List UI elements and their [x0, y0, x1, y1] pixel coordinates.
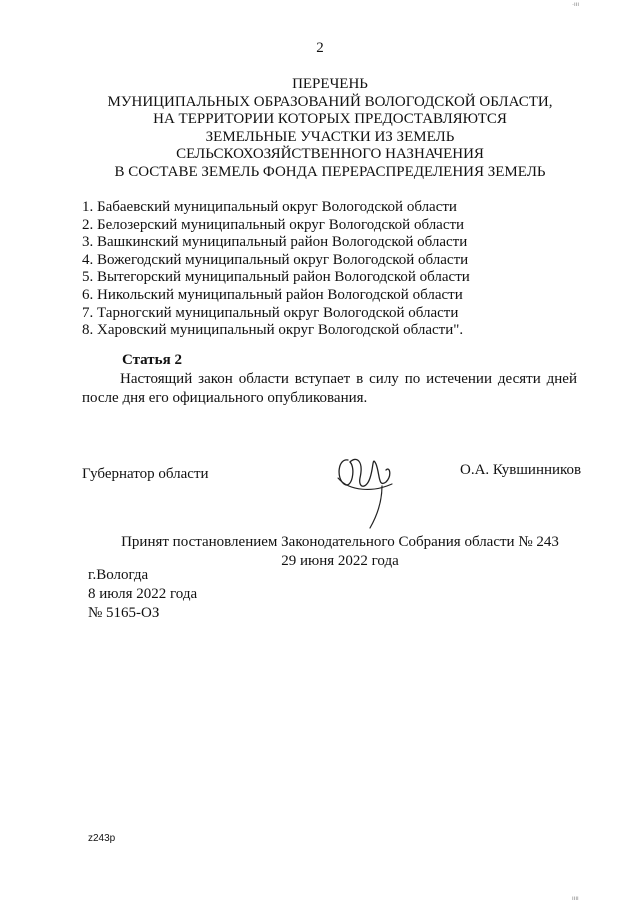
list-item: 5. Вытегорский муниципальный район Вологодской области: [82, 269, 470, 286]
document-code: z243р: [88, 833, 116, 844]
list-item: 3. Вашкинский муниципальный район Вологодской области: [82, 234, 468, 251]
adoption-date: 29 июня 2022 года: [281, 553, 399, 569]
law-number: № 5165-ОЗ: [88, 605, 160, 621]
title-line: В СОСТАВЕ ЗЕМЕЛЬ ФОНДА ПЕРЕРАСПРЕДЕЛЕНИЯ ЗЕМЕЛЬ: [114, 163, 546, 180]
margin-mark: ıııı: [572, 896, 579, 902]
municipality-list: [82, 199, 470, 340]
city: г.Вологда: [88, 567, 149, 583]
list-item: 4. Вожегодский муниципальный округ Вологодской области: [82, 251, 469, 268]
article-text: Настоящий закон области вступает в силу по истечении десяти дней после дня его официального опубликования.: [82, 371, 577, 406]
title-line: МУНИЦИПАЛЬНЫХ ОБРАЗОВАНИЙ ВОЛОГОДСКОЙ ОБЛАСТИ,: [107, 93, 553, 110]
list-item: 7. Тарногский муниципальный округ Вологодской области: [82, 304, 459, 321]
document-title: [70, 76, 590, 181]
place-date-block: [88, 566, 197, 623]
law-date: 8 июля 2022 года: [88, 586, 198, 602]
list-item: 1. Бабаевский муниципальный округ Вологодской области: [82, 199, 457, 215]
margin-mark: ·ııı: [572, 2, 579, 8]
title-line: СЕЛЬСКОХОЗЯЙСТВЕННОГО НАЗНАЧЕНИЯ: [176, 146, 484, 162]
page-number: 2: [316, 40, 324, 56]
adoption-line: Принят постановлением Законодательного Собрания области № 243: [121, 534, 559, 550]
list-item: 2. Белозерский муниципальный округ Вологодской области: [82, 216, 465, 233]
list-item: 8. Харовский муниципальный округ Вологодской области".: [82, 322, 464, 339]
title-line: НА ТЕРРИТОРИИ КОТОРЫХ ПРЕДОСТАВЛЯЮТСЯ: [153, 111, 507, 127]
list-item: 6. Никольский муниципальный район Вологодской области: [82, 286, 463, 303]
governor-name: О.А. Кувшинников: [460, 462, 582, 478]
article-heading: Статья 2: [122, 352, 182, 368]
handwritten-signature: [330, 448, 400, 533]
title-line: ПЕРЕЧЕНЬ: [292, 76, 368, 92]
governor-title: Губернатор области: [82, 466, 209, 482]
title-line: ЗЕМЕЛЬНЫЕ УЧАСТКИ ИЗ ЗЕМЕЛЬ: [205, 128, 455, 145]
